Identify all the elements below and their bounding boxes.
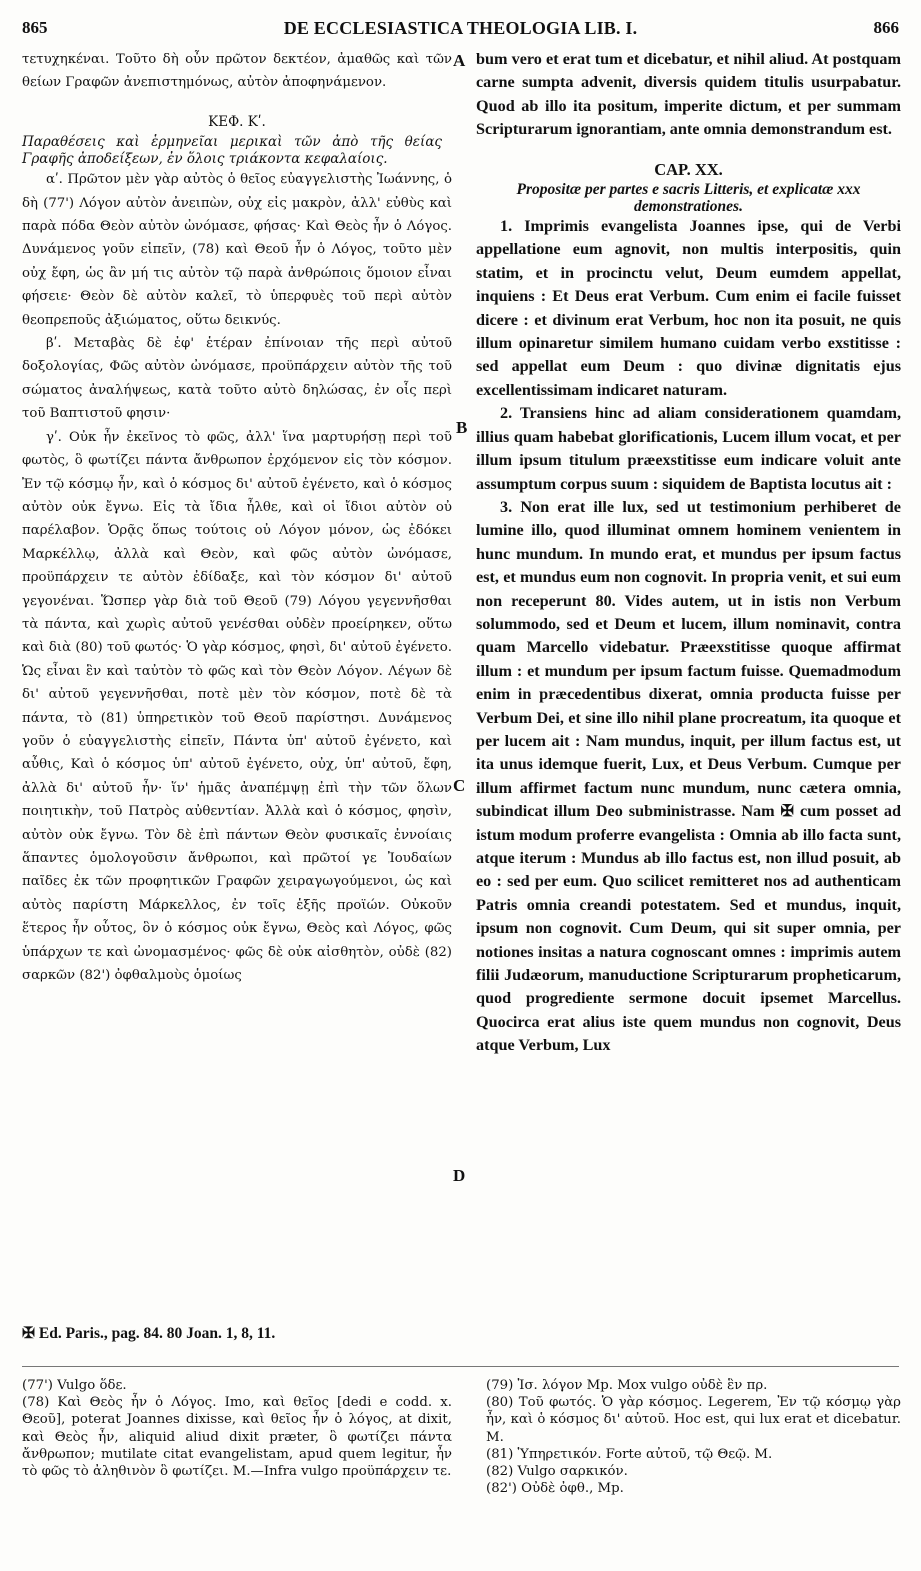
latin-paragraph-3: 3. Non erat ille lux, sed ut testimonium perhiberet de lumine illo, quod illuminat omnem hominem venientem in hunc mundum. In mundo erat, et mundus per ipsum factus est, et mundus eum non cognovit. In propria venit, et sui eum non receperunt 80. Vides autem, ut in istis non Verbum solummodo, sed et Deum et lucem, illum nominavit, contra quam Marcello videbatur. Præexstitisse quoque affirmat illum : et mundum per ipsum factum fuisse. Quemadmodum enim in præcedentibus dixerat, omnia producta fuisse per Verbum Dei, et sine illo nihil plane procreatum, ita quoque et per lucem ait : Nam mundus, inquit, per illum factus est, ut ita unus idemque fuerit, Lux, et Deus Verbum. Cumque per illum affirmet factum nunc mundum, nunc cætera omnia, subindicat illum Deo subministrasse. Nam ✠ cum posset ad istum modum proferre evangelista : Omnia ab illo facta sunt, atque iterum : Mundus ab illo factus est, non illud posuit, ab eo : sed per eum. Quo scilicet remitteret nos ad authenticam Patris omnia creandi potestatem. Sed et mundus, inquit, ipsum non cognovit. Cum Deum, qui sit super omnia, per notiones insitas a natura cognoscant omnes : imprimis autem filii Judæorum, manuductione Scripturarum propheticarum, quod progrediente sermone docuit ipsemet Marcellus. Quocirca erat alius iste quem mundus non cognovit, Deus atque Verbum, Lux [476,497,901,1055]
greek-paragraph-3: γʹ. Οὐκ ἦν ἐκεῖνος τὸ φῶς, ἀλλ' ἵνα μαρτυρήσῃ περὶ τοῦ φωτὸς, ὃ φωτίζει πάντα ἄνθρωπον ἐρχόμενον εἰς τὸν κόσμον. Ἐν τῷ κόσμῳ ἦν, καὶ ὁ κόσμος δι' αὐτοῦ ἐγένετο, καὶ ὁ κόσμος αὐτὸν οὐκ ἔγνω. Εἰς τὰ ἴδια ἦλθε, καὶ οἱ ἴδιοι αὐτὸν οὐ παρέλαβον. Ὁρᾷς ὅπως τούτοις οὐ Λόγον μόνον, ὡς ἐδόκει Μαρκέλλῳ, ἀλλὰ καὶ Θεὸν, καὶ φῶς αὐτὸν ὠνόμασε, προϋπάρχειν τε αὐτὸν ἐδίδαξε, καὶ τὸν κόσμον δι' αὐτοῦ γεγονέναι. Ὥσπερ γὰρ διὰ τοῦ Θεοῦ (79) Λόγου γεγεννῆσθαι τὰ πάντα, καὶ χωρὶς αὐτοῦ γενέσθαι οὐδὲν προείρηκεν, οὕτω καὶ διὰ (80) τοῦ φωτός· Ὁ γὰρ κόσμος, φησὶ, δι' αὐτοῦ ἐγένετο. Ὡς εἶναι ἓν καὶ ταὐτὸν τὸ φῶς καὶ τὸν Θεὸν Λόγον. Λέγων δὲ δι' αὐτοῦ γεγεννῆσθαι, ποτὲ μὲν τὸν κόσμον, ποτὲ δὲ τὰ πάντα, τὸ (81) ὑπηρετικὸν τοῦ Θεοῦ παρίστησι. Δυνάμενος γοῦν ὁ εὐαγγελιστὴς εἰπεῖν, Πάντα ὑπ' αὐτοῦ ἐγένετο, καὶ αὖθις, Καὶ ὁ κόσμος ὑπ' αὐτοῦ ἐγένετο, οὐχ, ὑπ' αὐτοῦ, ἔφη, ἀλλὰ δι' αὐτοῦ ἦν· ἵν' ἡμᾶς ἀναπέμψῃ ἐπὶ τὴν τῶν ὅλων ποιητικὴν, τοῦ Πατρὸς αὐθεντίαν. Ἀλλὰ καὶ ὁ κόσμος, φησὶν, αὐτὸν οὐκ ἔγνω. Τὸν δὲ ἐπὶ πάντων Θεὸν φυσικαῖς ἐννοίαις ἅπαντες ὁμολογοῦσιν ἄνθρωποι, καὶ πρῶτοί γε Ἰουδαίων παῖδες ἐκ τῶν προφητικῶν Γραφῶν χειραγωγούμενοι, ὡς καὶ αὐτὸς παρίστη Μάρκελλος, ἐν τοῖς ἑξῆς προϊών. Οὐκοῦν ἕτερος ἦν οὗτος, ὃν ὁ κόσμος οὐκ ἔγνω, Θεὸς καὶ Λόγος, φῶς ὑπάρχων τε καὶ ὠνομασμένος· φῶς δὲ οὐκ αἰσθητὸν, οὐδὲ (82) σαρκῶν (82') ὀφθαλμοὺς ὁμοίως [22,429,452,984]
greek-intro: τετυχηκέναι. Τοῦτο δὴ οὖν πρῶτον δεκτέον, ἀμαθῶς καὶ τῶν θείων Γραφῶν ἀνεπιστημόνως, αὐτὸν ἀποφηνάμενον. [22,52,452,91]
footnotes-right [486,1377,901,1497]
greek-paragraph-2: βʹ. Μεταβὰς δὲ ἐφ' ἑτέραν ἐπίνοιαν τῆς περὶ αὐτοῦ δοξολογίας, Φῶς αὐτὸν ὠνόμασε, προϋπάρχειν αὐτὸν τῆς τοῦ σώματος ἀναλήψεως, κατὰ τοῦτο αὐτὸ δηλώσας, ἐν οἷς περὶ τοῦ Βαπτιστοῦ φησιν· [22,336,452,422]
margin-letter-a: A [453,51,466,70]
page-number-left: 865 [22,18,48,37]
margin-letter-c: C [453,776,466,795]
page-number-right: 866 [873,18,899,37]
latin-chapter-subtitle: Propositæ per partes e sacris Litteris, et explicatæ xxx demonstrationes. [516,181,861,216]
footnote: (82') Οὐδὲ ὀφθ., Mp. [486,1481,624,1497]
latin-paragraph-1: 1. Imprimis evangelista Joannes ipse, qui de Verbi appellatione eum agnovit, non multis interpositis, quin statim, et in procinctu velut, Deum eumdem appellat, inquiens : Et Deus erat Verbum. Cum enim ei facile fuisset dicere : et divinum erat Verbum, hoc non ita posuit, ne quis illum opinaretur similem humano cuidam verbo exstitisse : sed appellat eum Deum : quo divinæ dignitatis ejus excellentissimam indicaret naturam. [476,217,901,399]
greek-paragraph-1: αʹ. Πρῶτον μὲν γὰρ αὐτὸς ὁ θεῖος εὐαγγελιστὴς Ἰωάννης, ὁ δὴ (77') Λόγον αὐτὸν ἀνειπὼν, οὐχ εἰς μακρὸν, ἀλλ' εὐθὺς καὶ παρὰ πόδα Θεὸν αὐτὸν ὠνόμασε, φήσας· Καὶ Θεὸς ἦν ὁ Λόγος. Δυνάμενος γοῦν εἰπεῖν, (78) καὶ Θεοῦ ἦν ὁ Λόγος, τοῦτο μὲν οὐχ ἔφη, ὡς ἂν μή τις αὐτὸν τῷ παρὰ ἀνθρώποις ὅμοιον εἶναι φήσειε· Θεὸν δὲ αὐτὸν καλεῖ, τὸ ὑπερφυὲς τοῦ περὶ αὐτὸν θεοπρεποῦς ἀξιώματος, οὕτω δεικνύς. [22,172,452,328]
footnote: (80) Τοῦ φωτός. Ὁ γὰρ κόσμος. Legerem, Ἐν τῷ κόσμῳ γὰρ ἦν, καὶ ὁ κόσμος δι' αὐτοῦ. Hoc est, qui lux erat et dicebatur. M. [486,1395,901,1445]
greek-chapter-subtitle: Παραθέσεις καὶ ἑρμηνεῖαι μερικαὶ τῶν ἀπὸ τῆς θείας Γραφῆς ἀποδείξεων, ἐν ὅλοις τριάκοντα κεφαλαίοις. [22,134,442,168]
footnote: (77') Vulgo ὅδε. [22,1378,127,1393]
latin-intro: bum vero et erat tum et dicebatur, et nihil aliud. At postquam carne sumpta advenit, diversis quidem titulis usurpabatur. Quod ab illo ita positum, imperite dictum, et per summam Scripturarum ignorantiam, ante omnia demonstrandum est. [476,50,901,139]
footnote-divider [22,1366,899,1367]
footnotes-left [22,1377,452,1480]
latin-paragraph-2: 2. Transiens hinc ad aliam considerationem quamdam, illius quam habebat glorificationis, Lucem illum vocat, et per illum ipsum titulum præexstitisse eum indicare voluit ante assumptum corpus suum : siquidem de Baptista locutus ait : [476,404,901,493]
page-header [22,18,899,44]
running-title: DE ECCLESIASTICA THEOLOGIA LIB. I. [283,18,638,38]
edition-note: ✠ Ed. Paris., pag. 84. 80 Joan. 1, 8, 11. [22,1325,276,1342]
latin-column [476,48,901,1058]
latin-chapter-heading: CAP. XX. [654,159,723,179]
footnote: (79) Ἰσ. λόγον Mp. Mox vulgo οὐδὲ ἓν πρ. [486,1378,768,1393]
footnote: (82) Vulgo σαρκικόν. [486,1464,628,1480]
greek-column [22,48,452,987]
margin-letter-b: B [456,418,468,437]
footnote: (81) Ὑπηρετικόν. Forte αὐτοῦ, τῷ Θεῷ. M. [486,1446,773,1462]
greek-chapter-heading: ΚΕΦ. Κʹ. [208,113,266,130]
margin-letter-d: D [453,1166,466,1185]
footnote: (78) Καὶ Θεὸς ἦν ὁ Λόγος. Imo, καὶ θεῖος [dedi e codd. x. Θεοῦ], poterat Joannes dixisse, καὶ θεῖος ἦν ὁ λόγος, at dixit, καὶ Θεὸς ἦν, aliquid aliud dixit præter, ὃ φωτίζει πάντα ἄνθρωπον; mutilate citat evangelistam, apud quem legitur, ἦν τὸ φῶς τὸ ἀληθινὸν ὃ φωτίζει. M.—Infra vulgo προϋπάρχειν τε. [22,1395,452,1480]
